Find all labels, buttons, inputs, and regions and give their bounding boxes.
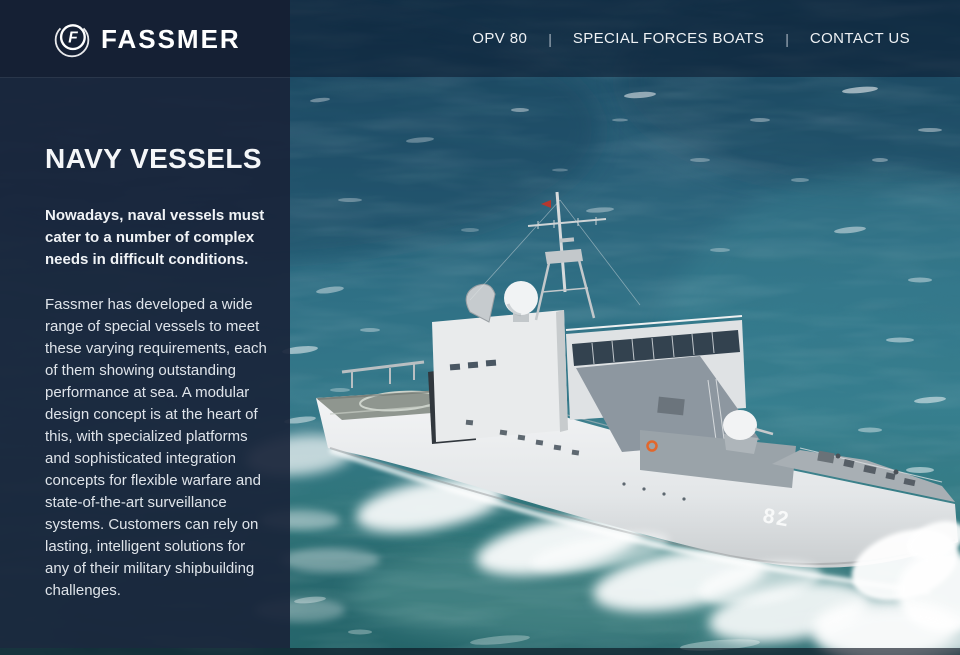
bottom-section-edge — [0, 648, 960, 655]
header-brand-panel — [0, 0, 290, 77]
page-title: NAVY VESSELS — [45, 143, 262, 174]
body-paragraph: Fassmer has developed a wide range of special vessels to meet these varying requirements, each of them showing outstanding performance at sea. A modular design concept is at the heart of this, with specialized platforms and sophisticated integration concepts for flexible warfare and state-of-the-art surveillance systems. Customers can rely on lasting, intelligent solutions for any of their military shipbuilding challenges. — [45, 296, 267, 600]
fassmer-logo[interactable] — [52, 19, 241, 59]
brand-wordmark: FASSMER — [101, 23, 241, 54]
main-nav — [472, 0, 910, 77]
sidebar — [0, 77, 290, 648]
intro-paragraph: Nowadays, naval vessels must cater to a number of complex needs in difficult conditions. — [45, 207, 265, 269]
fassmer-circle-f-icon — [52, 19, 92, 59]
svg-text:F: F — [68, 29, 78, 47]
nav-separator: | — [785, 30, 789, 47]
nav-item-contact-us[interactable]: CONTACT US — [809, 30, 910, 47]
hull-number: 82 — [761, 504, 793, 532]
nav-separator: | — [548, 30, 552, 47]
nav-item-special-forces-boats[interactable]: SPECIAL FORCES BOATS — [572, 30, 765, 47]
nav-item-opv-80[interactable]: OPV 80 — [472, 30, 528, 47]
aft-superstructure — [432, 310, 568, 442]
